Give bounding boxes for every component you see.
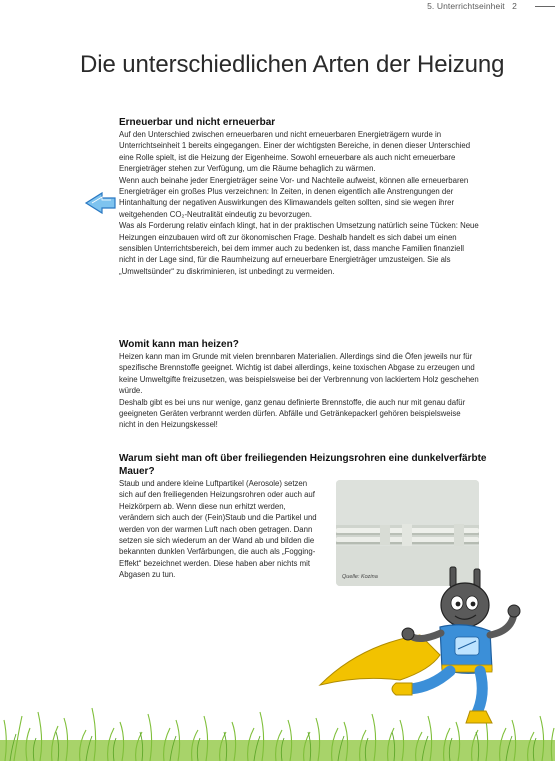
paragraph: Auf den Unterschied zwischen erneuerbaren und nicht erneuerbaren Energieträgern wurde in Unterrichtseinheit 1 bereits eingegangen. Einer der wichtigsten Bereiche, in denen dieser Unterschied eine Rolle spielt, ist die Heizung der Eigenheime. Sowohl erneuerbare als auch nicht erneuerbare Energieträger stehen zur Verfügung, um die Räume behaglich zu wärmen. <box>119 130 471 174</box>
mascot-illustration <box>300 565 530 735</box>
section-heading: Womit kann man heizen? <box>119 339 239 350</box>
page-number: 2 <box>512 1 517 11</box>
paragraph: Heizen kann man im Grunde mit vielen brennbaren Materialien. Allerdings sind die Öfen jeweils nur für spezifische Brennstoffe geeignet. Wichtig ist dabei allerdings, keine toxischen Abgase zu erzeugen und keine Umweltgifte freizusetzen, was beispielsweise bei der Verbrennung von lackiertem Holz geschehen würde. <box>119 352 479 396</box>
section-renewable <box>119 117 479 277</box>
page-title: Die unterschiedlichen Arten der Heizung <box>80 51 505 78</box>
paragraph: Staub und andere kleine Luftpartikel (Aerosole) setzen sich auf den freiliegenden Heizungsrohren oder auch auf Heizkörpern ab. Wenn diese nun erhitzt werden, verändern sich auch der (Fein)Staub und die Partikel und werden von der warmen Luft nach oben getragen. Dann setzen sie sich wiederum an der Wand ab und bilden die bekannten dunklen Verfärbungen, die auch als „Fogging-Effekt“ bezeichnet werden. Diese haben aber nichts mit Abgasen zu tun. <box>119 479 317 580</box>
photo-caption: Quelle: Kozina <box>342 574 378 580</box>
paragraph: Wenn auch beinahe jeder Energieträger seine Vor- und Nachteile aufweist, können alle erneuerbaren Energieträger ein großes Plus verzeichnen: In Zeiten, in denen eigentlich alle Anstrengungen der Hintanhaltung der negativen Auswirkungen des Klimawandels gelten sollten, sind sie wegen ihrer weitgehenden CO₂-Neutralität eindeutig zu bevorzugen. <box>119 175 469 219</box>
paragraph: Was als Forderung relativ einfach klingt, hat in der praktischen Umsetzung natürlich seine Tücken: Neue Heizungen einzubauen wird oft zur ökonomischen Frage. Deshalb handelt es sich dabei um einen sensiblen Unterrichtsbereich, bei dem immer auch zu bedenken ist, dass manche Familien finanziell nicht in der Lage sind, für die Raumheizung auf erneuerbare Energieträger umzusteigen. Sie als „Umweltsünder“ zu diskriminieren, ist unbedingt zu vermeiden. <box>119 221 479 276</box>
section-heading: Warum sieht man oft über freiliegenden Heizungsrohren eine dunkelverfärbte Mauer? <box>119 453 487 477</box>
section-heading: Erneuerbar und nicht erneuerbar <box>119 117 276 128</box>
paragraph: Deshalb gibt es bei uns nur wenige, ganz genau definierte Brennstoffe, die auch nur mit genau dafür geeigneten Geräten verbrannt werden dürfen. Abfälle und Getränkepackerl gehören beispielsweise nicht in den Heizungskessel! <box>119 397 466 430</box>
section-fuels <box>119 339 479 431</box>
arrow-icon <box>84 190 118 221</box>
header-rule <box>535 6 555 7</box>
header-section-label: 5. Unterrichtseinheit 2 <box>427 1 517 11</box>
